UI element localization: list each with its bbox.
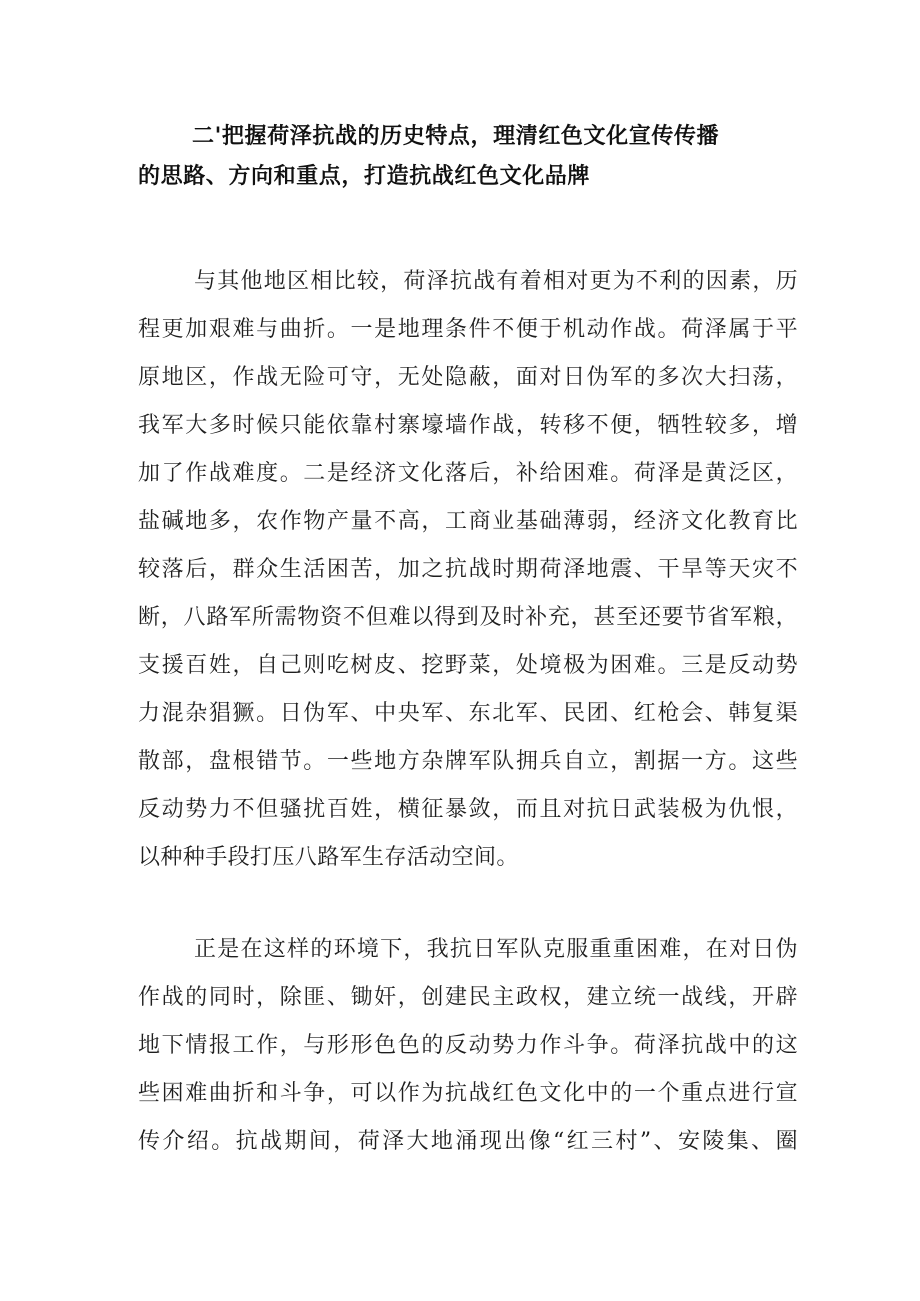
paragraph-line: 散部，盘根错节。一些地方杂牌军队拥兵自立，割据一方。这些: [138, 749, 798, 774]
paragraph-line: 与其他地区相比较，荷泽抗战有着相对更为不利的因素，历: [194, 269, 798, 294]
paragraph-line: 作战的同时，除匪、锄奸，创建民主政权，建立统一战线，开辟: [138, 985, 798, 1010]
paragraph-line: 较落后，群众生活困苦，加之抗战时期荷泽地震、干旱等天灾不: [138, 557, 798, 582]
body-paragraph: [138, 258, 798, 882]
paragraph-line: 断，八路军所需物资不但难以得到及时补充，甚至还要节省军粮，: [138, 605, 798, 630]
paragraph-line: 地下情报工作，与形形色色的反动势力作斗争。荷泽抗战中的这: [138, 1033, 798, 1058]
paragraph-line: 支援百姓，自己则吃树皮、挖野菜，处境极为困难。三是反动势: [138, 653, 798, 678]
paragraph-line: 加了作战难度。二是经济文化落后，补给困难。荷泽是黄泛区，: [138, 461, 798, 486]
paragraph-line: 反动势力不但骚扰百姓，横征暴敛，而且对抗日武装极为仇恨，: [138, 797, 798, 822]
paragraph-line: 些困难曲折和斗争，可以作为抗战红色文化中的一个重点进行宣: [138, 1081, 798, 1106]
paragraph-line: 力混杂猖獗。日伪军、中央军、东北军、民团、红枪会、韩复渠: [138, 701, 798, 726]
paragraph-line: 原地区，作战无险可守，无处隐蔽，面对日伪军的多次大扫荡，: [138, 365, 798, 390]
section-heading: [138, 117, 798, 197]
paragraph-line: 程更加艰难与曲折。一是地理条件不便于机动作战。荷泽属于平: [138, 317, 798, 342]
paragraph-line: 正是在这样的环境下，我抗日军队克服重重困难，在对日伪: [194, 937, 798, 962]
paragraph-line: 传介绍。抗战期间，荷泽大地涌现出像“红三村”、安陵集、圈: [138, 1129, 798, 1154]
paragraph-line: 盐碱地多，农作物产量不高，工商业基础薄弱，经济文化教育比: [138, 509, 798, 534]
body-paragraph: [138, 926, 798, 1166]
heading-line: 二'把握荷泽抗战的历史特点，理清红色文化宣传传播: [192, 124, 720, 149]
paragraph-line: 我军大多时候只能依靠村寨壕墙作战，转移不便，牺牲较多，增: [138, 413, 798, 438]
paragraph-line: 以种种手段打压八路军生存活动空间。: [138, 845, 519, 870]
heading-line: 的思路、方向和重点，打造抗战红色文化品牌: [138, 164, 591, 189]
